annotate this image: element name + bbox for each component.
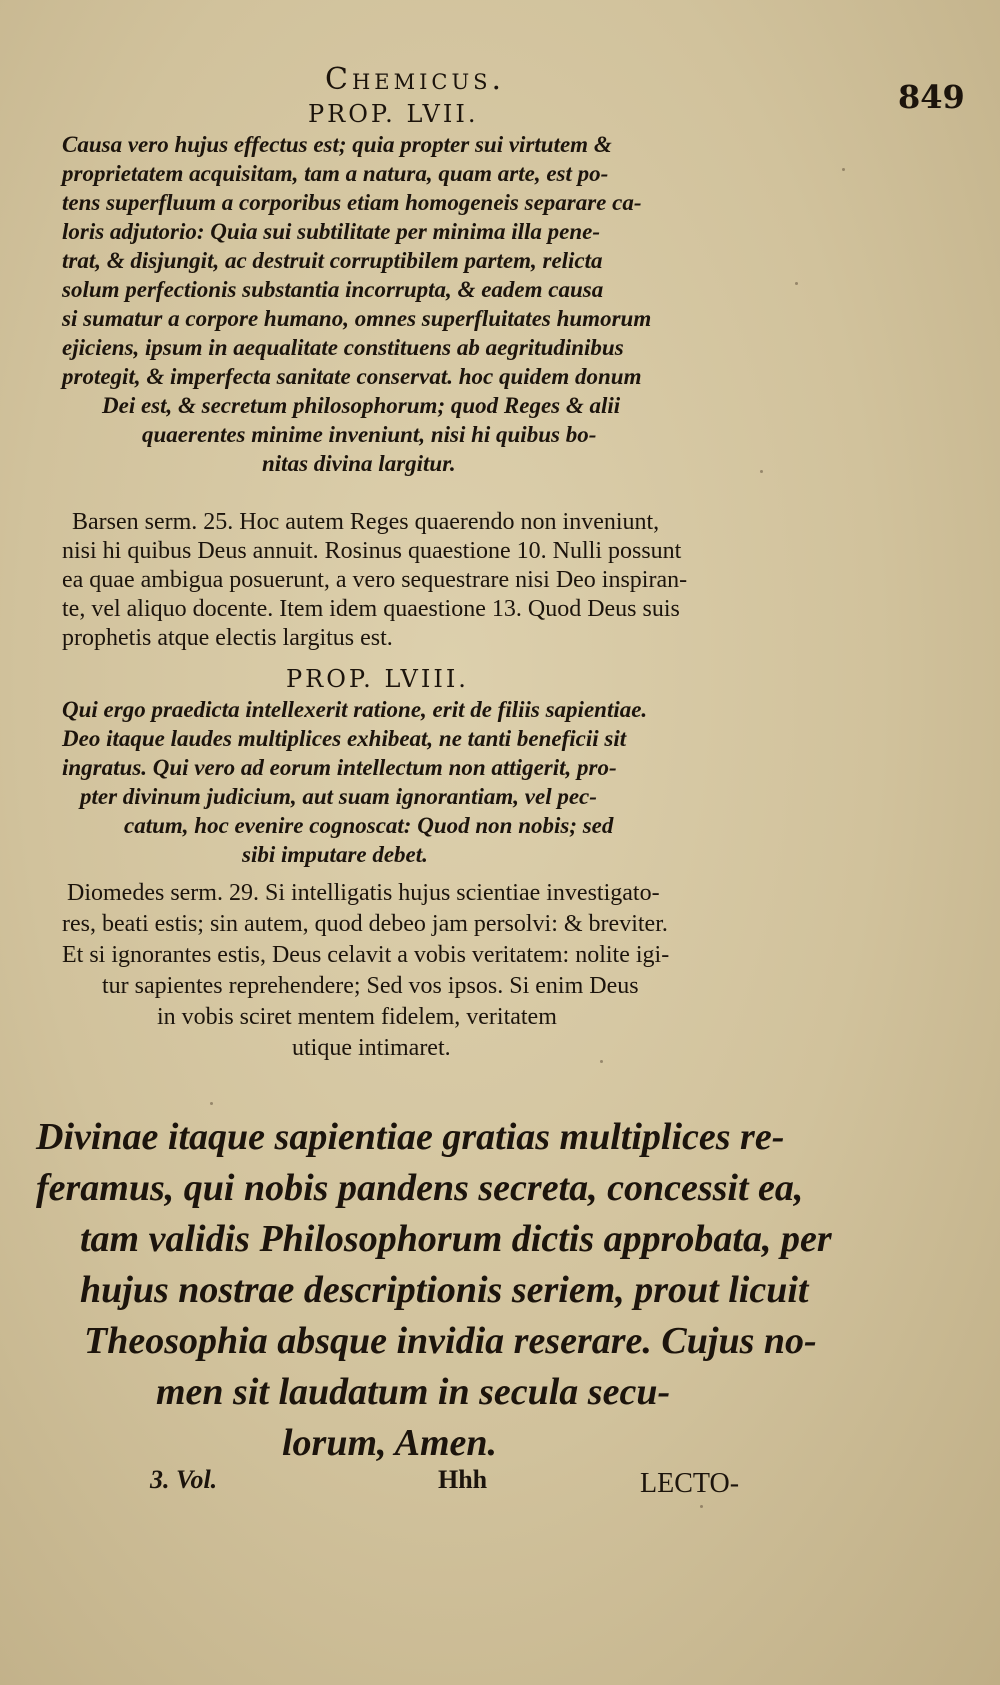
signature-mark: Hhh [438, 1465, 488, 1494]
text-line: protegit, & imperfecta sanitate conservat. hoc quidem donum [62, 364, 642, 389]
text-line: Theosophia absque invidia reserare. Cujus no- [84, 1320, 817, 1362]
text-line: Dei est, & secretum philosophorum; quod Reges & alii [102, 393, 621, 418]
text-line: tam validis Philosophorum dictis approbata, per [80, 1218, 832, 1260]
text-line: loris adjutorio: Quia sui subtilitate per minima illa pene- [62, 219, 601, 244]
text-line: trat, & disjungit, ac destruit corruptibilem partem, relicta [62, 248, 603, 273]
text-line: ingratus. Qui vero ad eorum intellectum non attigerit, pro- [62, 755, 617, 780]
text-line: men sit laudatum in secula secu- [156, 1371, 671, 1413]
text-line: Causa vero hujus effectus est; quia propter sui virtutem & [62, 132, 612, 157]
text-line: solum perfectionis substantia incorrupta, & eadem causa [62, 277, 604, 302]
page-number: 849 [898, 78, 965, 116]
text-line: pter divinum judicium, aut suam ignorantiam, vel pec- [80, 784, 597, 809]
text-line: catum, hoc evenire cognoscat: Quod non nobis; sed [124, 813, 614, 838]
prop-58-heading: PROP. LVIII. [286, 665, 469, 693]
concluding-doxology [36, 1112, 832, 1469]
text-line: Deo itaque laudes multiplices exhibeat, ne tanti beneficii sit [62, 726, 627, 751]
catchword: LECTO- [640, 1468, 740, 1499]
text-line: tur sapientes reprehendere; Sed vos ipsos. Si enim Deus [102, 973, 639, 999]
running-title: Chemicus. [325, 62, 506, 97]
text-line: si sumatur a corpore humano, omnes superfluitates humorum [62, 306, 652, 331]
text-line: Et si ignorantes estis, Deus celavit a vobis veritatem: nolite igi- [62, 942, 670, 968]
text-line: ea quae ambigua posuerunt, a vero sequestrare nisi Deo inspiran- [62, 567, 688, 593]
text-line: Diomedes serm. 29. Si intelligatis hujus scientiae investigato- [67, 880, 660, 906]
text-line: quaerentes minime inveniunt, nisi hi quibus bo- [142, 422, 597, 447]
prop-58-text [62, 695, 647, 869]
text-line: Qui ergo praedicta intellexerit ratione, erit de filiis sapientiae. [62, 697, 648, 722]
text-line: te, vel aliquo docente. Item idem quaestione 13. Quod Deus suis [62, 596, 680, 622]
text-line: ejiciens, ipsum in aequalitate constituens ab aegritudinibus [62, 335, 624, 360]
prop-57-heading: PROP. LVII. [308, 100, 479, 128]
text-line: in vobis sciret mentem fidelem, veritatem [157, 1004, 557, 1030]
text-line: sibi imputare debet. [242, 842, 428, 867]
prop-57-text [62, 130, 651, 478]
diomedes-quotation [62, 878, 669, 1064]
volume-mark: 3. Vol. [150, 1465, 218, 1494]
text-line: proprietatem acquisitam, tam a natura, quam arte, est po- [62, 161, 609, 186]
text-line: Divinae itaque sapientiae gratias multiplices re- [36, 1116, 785, 1158]
text-line: prophetis atque electis largitus est. [62, 625, 393, 651]
text-line: hujus nostrae descriptionis seriem, prout licuit [80, 1269, 809, 1311]
text-line: tens superfluum a corporibus etiam homogeneis separare ca- [62, 190, 642, 215]
text-line: utique intimaret. [292, 1035, 451, 1061]
text-line: res, beati estis; sin autem, quod debeo jam persolvi: & breviter. [62, 911, 668, 937]
text-line: lorum, Amen. [282, 1422, 498, 1464]
text-line: Barsen serm. 25. Hoc autem Reges quaerendo non inveniunt, [72, 509, 660, 535]
text-line: feramus, qui nobis pandens secreta, concessit ea, [36, 1167, 804, 1209]
text-line: nisi hi quibus Deus annuit. Rosinus quaestione 10. Nulli possunt [62, 538, 682, 564]
text-line: nitas divina largitur. [262, 451, 456, 476]
barsen-quotation [62, 508, 687, 653]
